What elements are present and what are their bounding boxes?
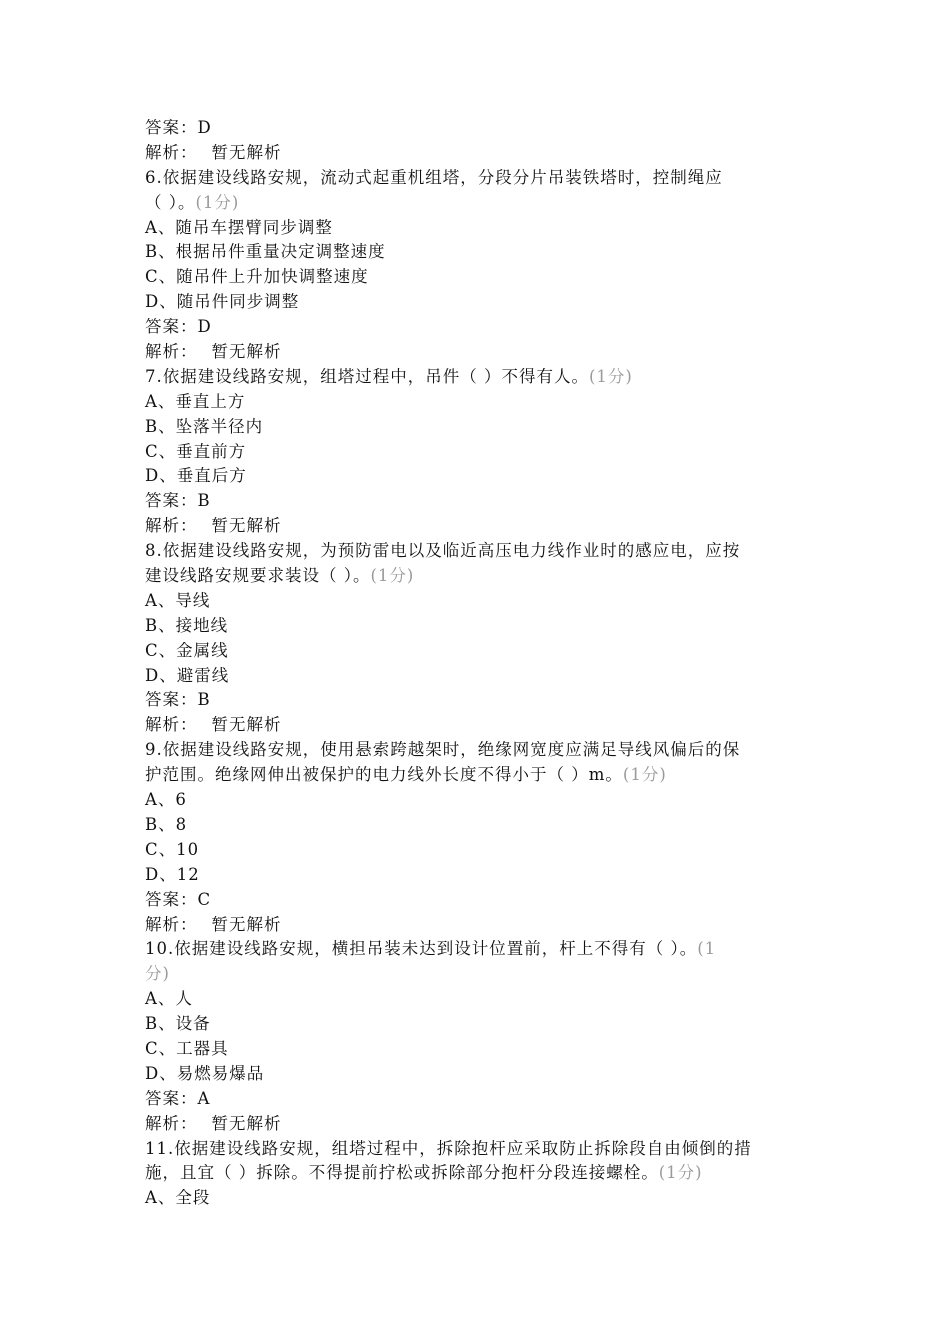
- question-8: [145, 539, 815, 738]
- option-d: D、易燃易爆品: [145, 1063, 265, 1083]
- analysis-label: 解析：: [145, 1113, 198, 1133]
- question-stem: 11.依据建设线路安规，组塔过程中，拆除抱杆应采取防止拆除段自由倾倒的措: [145, 1138, 752, 1158]
- analysis-text: 暂无解析: [211, 142, 282, 162]
- question-stem: 7.依据建设线路安规，组塔过程中，吊件（ ）不得有人。(1分): [145, 366, 633, 386]
- analysis-text: 暂无解析: [211, 516, 282, 536]
- analysis-text: 暂无解析: [211, 342, 282, 362]
- answer-line: 答案：D: [145, 118, 212, 137]
- question-score-cont: 分): [145, 964, 170, 984]
- option-c: C、工器具: [145, 1038, 229, 1058]
- analysis-line: [145, 141, 815, 166]
- option-d: D、避雷线: [145, 665, 230, 685]
- answer-line: 答案：B: [145, 690, 211, 710]
- question-stem: 10.依据建设线路安规，横担吊装未达到设计位置前，杆上不得有（ ）。(1: [145, 939, 717, 959]
- answer-line: 答案：A: [145, 1088, 211, 1108]
- question-stem: 9.依据建设线路安规，使用悬索跨越架时，绝缘网宽度应满足导线风偏后的保: [145, 740, 741, 760]
- analysis-label: 解析：: [145, 342, 198, 362]
- question-score: (1分): [658, 1163, 703, 1183]
- analysis-line: [145, 514, 815, 539]
- question-score: (1分): [195, 192, 240, 212]
- analysis-text: 暂无解析: [211, 914, 282, 934]
- question-stem: 8.依据建设线路安规，为预防雷电以及临近高压电力线作业时的感应电，应按: [145, 541, 741, 561]
- question-stem-cont: 建设线路安规要求装设（ ）。(1分): [145, 566, 415, 586]
- analysis-label: 解析：: [145, 715, 198, 735]
- answer-line: 答案：D: [145, 317, 212, 337]
- analysis-line: [145, 340, 815, 365]
- question-9: [145, 738, 815, 937]
- question-stem-cont: 护范围。绝缘网伸出被保护的电力线外长度不得小于（ ）m。(1分): [145, 765, 667, 785]
- option-d: D、12: [145, 864, 200, 884]
- option-a: A、全段: [145, 1188, 211, 1208]
- question-score: (1: [697, 939, 717, 959]
- option-a: A、垂直上方: [145, 391, 246, 411]
- question-11: [145, 1137, 815, 1212]
- analysis-label: 解析：: [145, 516, 198, 536]
- option-b: B、坠落半径内: [145, 416, 264, 436]
- option-c: C、垂直前方: [145, 441, 247, 461]
- answer-line: 答案：B: [145, 491, 211, 511]
- analysis-line: [145, 713, 815, 738]
- option-a: A、随吊车摆臂同步调整: [145, 217, 333, 237]
- question-stem-cont: （ ）。(1分): [145, 192, 240, 212]
- question-score: (1分): [589, 366, 633, 386]
- question-stem: 6.依据建设线路安规，流动式起重机组塔，分段分片吊装铁塔时，控制绳应: [145, 167, 723, 187]
- question-score: (1分): [370, 566, 415, 586]
- option-a: A、6: [145, 790, 187, 810]
- option-b: B、设备: [145, 1014, 211, 1034]
- option-b: B、8: [145, 814, 188, 834]
- analysis-text: 暂无解析: [211, 715, 282, 735]
- document-page: [145, 116, 815, 1211]
- analysis-label: 解析：: [145, 914, 198, 934]
- option-c: C、随吊件上升加快调整速度: [145, 267, 369, 287]
- option-a: A、导线: [145, 590, 211, 610]
- question-6: [145, 166, 815, 365]
- question-score: (1分): [622, 765, 667, 785]
- option-a: A、人: [145, 989, 193, 1009]
- option-d: D、随吊件同步调整: [145, 292, 300, 312]
- option-c: C、金属线: [145, 640, 229, 660]
- option-b: B、接地线: [145, 615, 229, 635]
- question-10: [145, 937, 815, 1136]
- analysis-line: [145, 913, 815, 938]
- question-stem-cont: 施，且宜（ ）拆除。不得提前拧松或拆除部分抱杆分段连接螺栓。(1分): [145, 1163, 703, 1183]
- option-b: B、根据吊件重量决定调整速度: [145, 242, 386, 262]
- analysis-text: 暂无解析: [211, 1113, 282, 1133]
- analysis-line: [145, 1112, 815, 1137]
- question-7: [145, 365, 815, 539]
- answer-line: 答案：C: [145, 889, 212, 909]
- option-d: D、垂直后方: [145, 466, 247, 486]
- option-c: C、10: [145, 839, 200, 859]
- analysis-label: 解析：: [145, 142, 198, 162]
